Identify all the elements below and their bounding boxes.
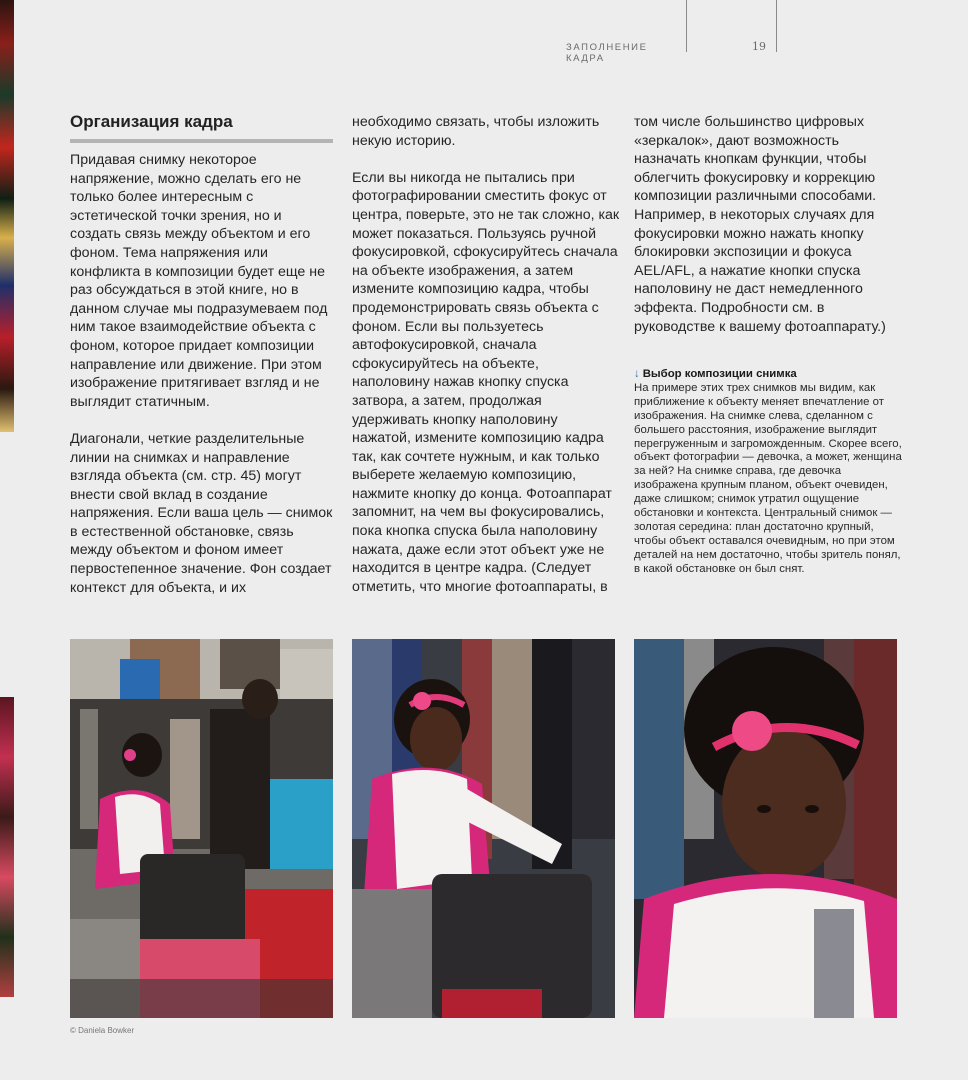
- photo-closeup: [634, 639, 897, 1018]
- paragraph: Если вы никогда не пытались при фотографировании сместить фокус от центра, поверьте, это не так сложно, как может показаться. Пользуясь ручной фокусировкой, сфокусируйтесь сначала на объекте изображения, а затем измените композицию кадра, чтобы продемонстрировать связь объекта с фоном. Если вы пользуетесь автофокусировкой, сначала сфокусируйтесь на объекте, наполовину нажав кнопку спуска затвора, а затем, продолжая удерживать кнопку наполовину нажатой, измените композицию кадра так, как сочтете нужным, и как только выберете желаемую композицию, нажмите кнопку до конца. Фотоаппарат запомнит, на чем вы фокусировались, пока кнопка спуска была наполовину нажата, даже если этот объект уже не находится в центре кадра. (Следует отметить, что многие фотоаппараты, в: [352, 169, 620, 595]
- photo-caption: [634, 368, 904, 577]
- arrow-down-icon: ↓: [634, 368, 640, 380]
- section-heading: Организация кадра: [70, 112, 333, 143]
- paragraph: том числе большинство цифровых «зеркалок», дают возможность назначать кнопкам функции, чтобы облегчить фокусировку и коррекцию композиции различными способами. Например, в некоторых случаях для фокусировки можно нажать кнопку блокировки экспозиции и фокуса AEL/AFL, а нажатие кнопки спуска наполовину не даст немедленного эффекта. Подробности см. в руководстве к вашему фотоаппарату.): [634, 114, 886, 335]
- header-rule-right: [776, 0, 777, 52]
- caption-text: На примере этих трех снимков мы видим, как приближение к объекту меняет впечатление от изображения. На снимке слева, сделанном с большего расстояния, изображение выглядит перегруженным и загроможденным. Скорее всего, объект фотографии — девочка, а может, женщина за ней? На снимке справа, где девочка изображена крупным планом, объект очевиден, даже слишком; снимок утратил ощущение обстановки и контекста. Центральный снимок — золотая середина: план достаточно крупный, чтобы объект оставался очевидным, но при этом деталей на нем достаточно, чтобы зритель понял, в какой обстановке он был снят.: [634, 381, 902, 575]
- text-column-3: [634, 113, 902, 336]
- text-column-2: [352, 113, 620, 596]
- caption-title: Выбор композиции снимка: [642, 368, 797, 380]
- header-rule-left: [686, 0, 687, 52]
- paragraph: необходимо связать, чтобы изложить некую историю.: [352, 114, 600, 149]
- photo-credit: © Daniela Bowker: [70, 1026, 135, 1035]
- photo-medium-shot: [352, 639, 615, 1018]
- previous-page-photo-edge-lower: [0, 697, 14, 997]
- photo-wide-shot: [70, 639, 333, 1018]
- page-number: 19: [752, 40, 766, 53]
- previous-page-photo-edge: [0, 0, 14, 432]
- running-head: ЗАПОЛНЕНИЕ КАДРА: [566, 42, 648, 64]
- text-column-1: [70, 151, 336, 597]
- paragraph: Диагонали, четкие разделительные линии на снимках и направление взгляда объекта (см. стр. 45) могут внести свой вклад в создание напряжения. Если ваша цель — снимок в естественной обстановке, связь между объектом и фоном имеет первостепенное значение. Фон создает контекст для объекта, и их: [70, 430, 333, 596]
- paragraph: Придавая снимку некоторое напряжение, можно сделать его не только более интересным с эстетической точки зрения, но и создать связь между объектом и его фоном. Тема напряжения или конфликта в композиции будет еще не раз обсуждаться в этой книге, но в данном случае мы подразумеваем под ним такое взаимодействие объекта с фоном, которое придает композиции направление или движение. При этом изображение притягивает взгляд и не выглядит статичным.: [70, 152, 328, 410]
